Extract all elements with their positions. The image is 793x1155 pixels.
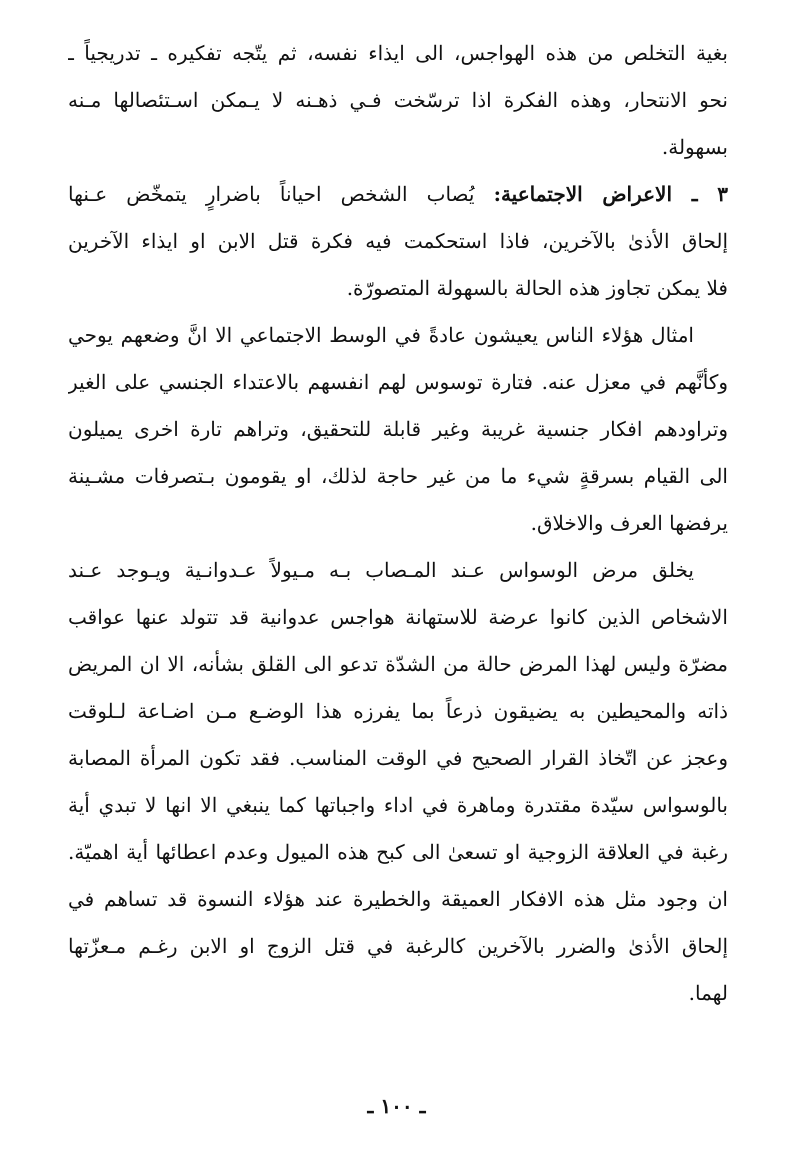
text-line — [68, 829, 728, 876]
text-line — [68, 500, 728, 547]
line-text: إلحاق الأذىٰ والضرر بالآخرين كالرغبة في قتل الزوج او الابن رغـم مـعزّتها — [68, 934, 728, 958]
text-line — [68, 641, 728, 688]
line-text: الى القيام بسرقةٍ شيء ما من غير حاجة لذلك، او يقومون بـتصرفات مشـينة — [68, 464, 728, 488]
text-line — [68, 312, 728, 359]
page-number: ـ ١٠٠ ـ — [367, 1094, 426, 1118]
text-line — [68, 735, 728, 782]
line-text: بغية التخلص من هذه الهواجس، الى ايذاء نفسه، ثم يتّجه تفكيره ـ تدريجياً ـ — [68, 41, 728, 65]
line-text: وكأنَّهم في معزل عنه. فتارة توسوس لهم انفسهم بالاعتداء الجنسي على الغير — [68, 370, 728, 394]
line-text: مضرّة وليس لهذا المرض حالة من الشدّة تدعو الى القلق بشأنه، الا ان المريض — [68, 652, 728, 676]
line-text: ذاته والمحيطين به يضيقون ذرعاً بما يفرزه هذا الوضـع مـن اضـاعة لـلوقت — [68, 699, 728, 723]
text-line — [68, 453, 728, 500]
line-text: رغبة في العلاقة الزوجية او تسعىٰ الى كبح هذه الميول وعدم اعطائها أية اهميّة. — [68, 840, 728, 864]
line-text: يخلق مرض الوسواس عـند المـصاب بـه مـيولاً عـدوانـية ويـوجد عـند — [68, 558, 694, 582]
line-text: يرفضها العرف والاخلاق. — [530, 511, 728, 535]
line-text: لهما. — [688, 981, 728, 1005]
line-text: نحو الانتحار، وهذه الفكرة اذا ترسّخت فـي ذهـنه لا يـمكن اسـتئصالها مـنه — [68, 88, 728, 112]
text-line — [68, 688, 728, 735]
line-text: الاشخاص الذين كانوا عرضة للاستهانة هواجس عدوانية قد تتولد عنها عواقب — [68, 605, 728, 629]
text-line — [68, 594, 728, 641]
text-line — [68, 782, 728, 829]
text-line — [68, 923, 728, 970]
line-text: بسهولة. — [661, 135, 728, 159]
line-text: إلحاق الأذىٰ بالآخرين، فاذا استحكمت فيه فكرة قتل الابن او ايذاء الآخرين — [68, 229, 728, 253]
line-text: ان وجود مثل هذه الافكار العميقة والخطيرة عند هؤلاء النسوة قد تساهم في — [68, 887, 728, 911]
line-text: يُصاب الشخص احياناً باضرارٍ يتمخّض عـنها — [68, 182, 494, 206]
text-line — [68, 406, 728, 453]
text-line — [68, 77, 728, 124]
line-text: امثال هؤلاء الناس يعيشون عادةً في الوسط الاجتماعي الا انَّ وضعهم يوحي — [68, 323, 694, 347]
text-line — [68, 970, 728, 1017]
text-line — [68, 547, 728, 594]
body-text — [68, 30, 728, 1017]
text-line — [68, 359, 728, 406]
text-line — [68, 876, 728, 923]
text-line — [68, 218, 728, 265]
line-text: فلا يمكن تجاوز هذه الحالة بالسهولة المتصورّة. — [346, 276, 728, 300]
text-line — [68, 171, 728, 218]
text-line — [68, 265, 728, 312]
text-line — [68, 30, 728, 77]
section-heading: ٣ ـ الاعراض الاجتماعية: — [493, 182, 728, 206]
line-text: وتراودهم افكار جنسية غريبة وغير قابلة للتحقيق، وتراهم تارة اخرى يميلون — [68, 417, 728, 441]
line-text: بالوسواس سيّدة مقتدرة وماهرة في اداء واجباتها كما ينبغي الا انها لا تبدي أية — [68, 793, 728, 817]
text-line — [68, 124, 728, 171]
line-text: وعجز عن اتّخاذ القرار الصحيح في الوقت المناسب. فقد تكون المرأة المصابة — [68, 746, 728, 770]
